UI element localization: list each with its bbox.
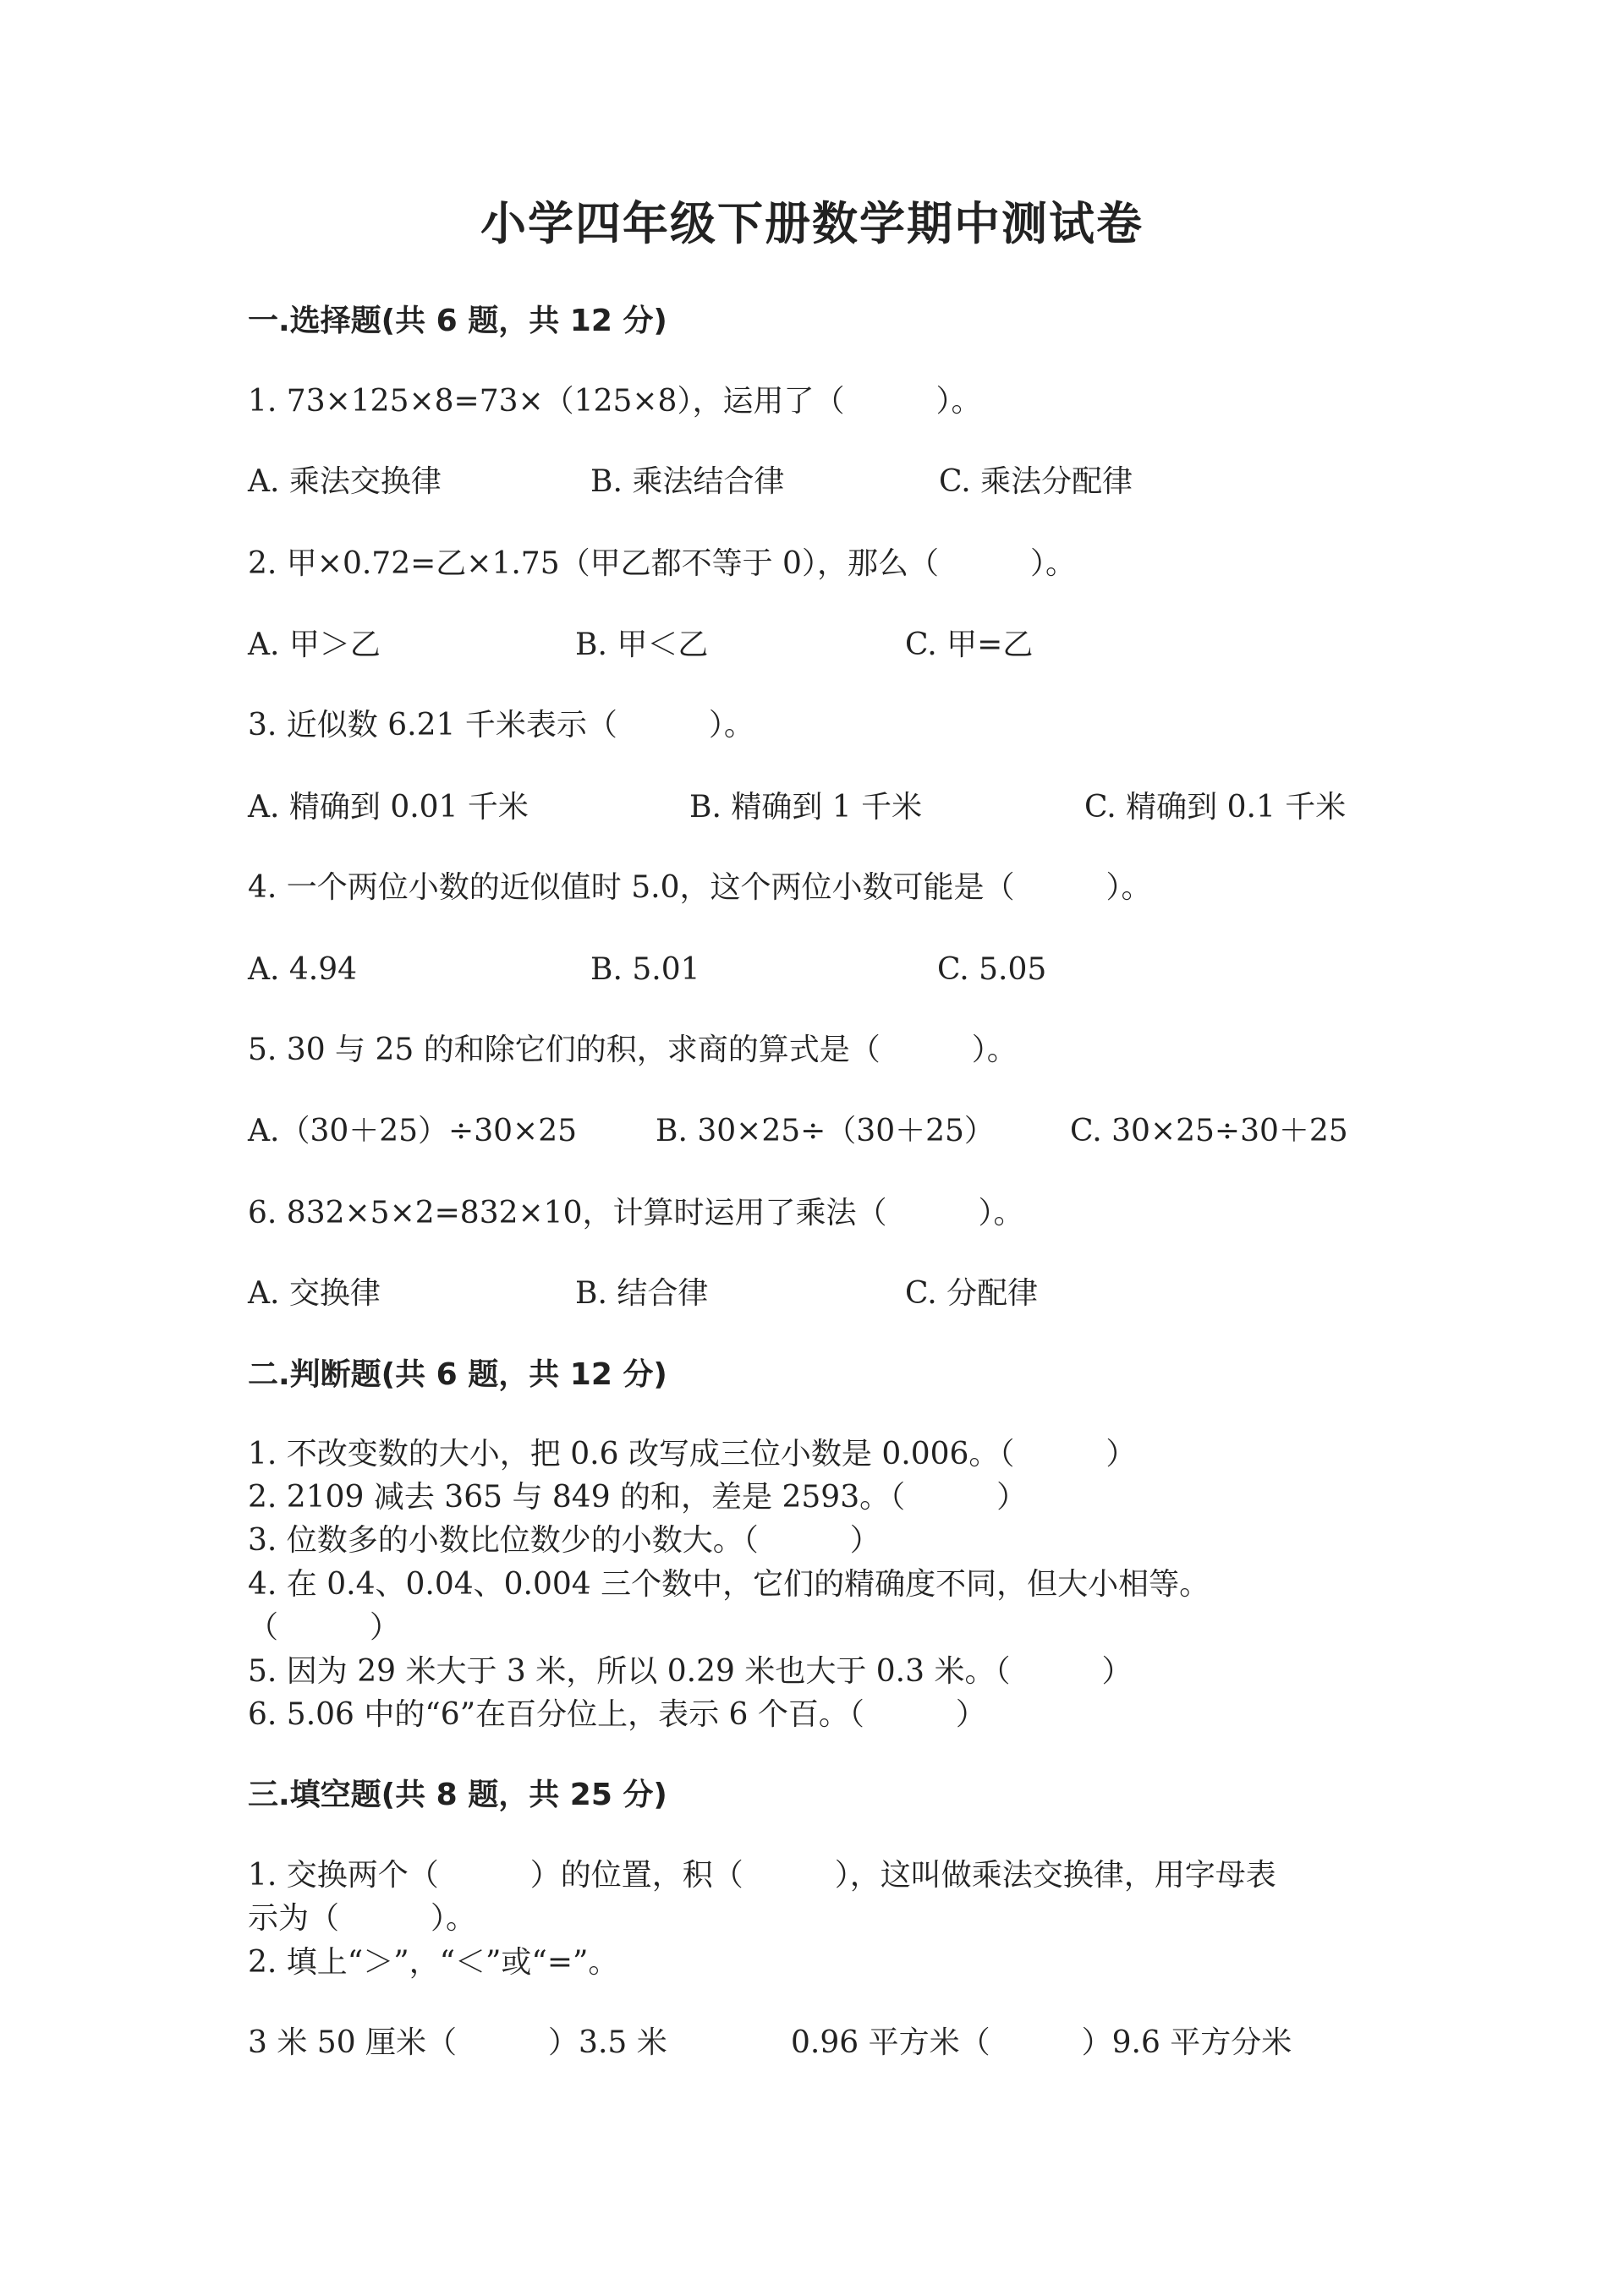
question-stem: 4. 一个两位小数的近似值时 5.0，这个两位小数可能是（ ）。	[248, 870, 1152, 905]
option-c: C. 5.05	[937, 952, 1047, 987]
judge-item: 5. 因为 29 米大于 3 米，所以 0.29 米也大于 0.3 米。（ ）	[248, 1654, 1133, 1689]
judge-item: 4. 在 0.4、0.04、0.004 三个数中，它们的精确度不同，但大小相等。	[248, 1567, 1210, 1602]
section-heading-judge: 二.判断题(共 6 题，共 12 分)	[248, 1357, 667, 1392]
question-stem: 5. 30 与 25 的和除它们的积，求商的算式是（ ）。	[248, 1033, 1018, 1067]
section-heading-choice: 一.选择题(共 6 题，共 12 分)	[248, 304, 667, 338]
option-b: B. 30×25÷（30＋25）	[656, 1114, 995, 1148]
fill-item: 2. 填上“＞”，“＜”或“=”。	[248, 1945, 619, 1980]
option-a: A. 精确到 0.01 千米	[248, 790, 529, 825]
option-a: A. 交换律	[248, 1276, 381, 1311]
judge-item: 2. 2109 减去 365 与 849 的和，差是 2593。（ ）	[248, 1480, 1028, 1515]
option-b: B. 5.01	[590, 952, 700, 987]
option-a: A. 甲＞乙	[248, 627, 381, 662]
question-stem: 1. 73×125×8=73×（125×8），运用了（ ）。	[248, 384, 982, 419]
option-c: C. 乘法分配律	[939, 464, 1133, 499]
option-a: A. 4.94	[248, 952, 358, 987]
option-a: A.（30＋25）÷30×25	[248, 1114, 578, 1148]
option-a: A. 乘法交换律	[248, 464, 442, 499]
question-stem: 6. 832×5×2=832×10，计算时运用了乘法（ ）。	[248, 1196, 1024, 1230]
judge-item: 3. 位数多的小数比位数少的小数大。（ ）	[248, 1523, 881, 1558]
option-c: C. 精确到 0.1 千米	[1084, 790, 1347, 825]
question-stem: 2. 甲×0.72=乙×1.75（甲乙都不等于 0），那么（ ）。	[248, 546, 1076, 581]
option-b: B. 甲＜乙	[575, 627, 709, 662]
option-c: C. 甲=乙	[905, 627, 1034, 662]
option-b: B. 精确到 1 千米	[689, 790, 923, 825]
fill-item: 1. 交换两个（ ）的位置，积（ ），这叫做乘法交换律，用字母表	[248, 1858, 1276, 1893]
option-b: B. 乘法结合律	[590, 464, 785, 499]
judge-item-continued: （ ）	[248, 1610, 401, 1645]
page-title: 小学四年级下册数学期中测试卷	[480, 197, 1144, 250]
option-b: B. 结合律	[575, 1276, 709, 1311]
judge-item: 6. 5.06 中的“6”在百分位上，表示 6 个百。（ ）	[248, 1697, 986, 1732]
compare-item: 0.96 平方米（ ）9.6 平方分米	[791, 2025, 1292, 2060]
option-c: C. 分配律	[905, 1276, 1039, 1311]
judge-item: 1. 不改变数的大小，把 0.6 改写成三位小数是 0.006。（ ）	[248, 1437, 1137, 1471]
compare-item: 3 米 50 厘米（ ）3.5 米	[248, 2025, 667, 2060]
option-c: C. 30×25÷30＋25	[1070, 1114, 1348, 1148]
fill-item-continued: 示为（ ）。	[248, 1901, 477, 1936]
section-heading-fill: 三.填空题(共 8 题，共 25 分)	[248, 1778, 667, 1812]
question-stem: 3. 近似数 6.21 千米表示（ ）。	[248, 708, 754, 743]
